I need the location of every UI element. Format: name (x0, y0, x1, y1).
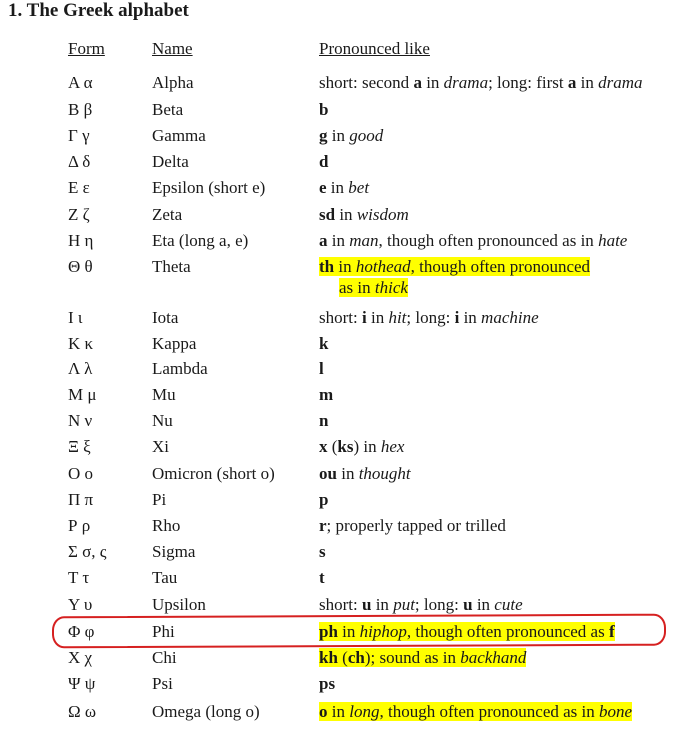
letter-form: Ι ι (68, 308, 83, 327)
letter-pronunciation: r; properly tapped or trilled (319, 516, 506, 535)
letter-pronunciation: m (319, 385, 334, 404)
letter-name: Rho (152, 516, 181, 535)
letter-form: Ε ε (68, 178, 90, 197)
letter-form: Γ γ (68, 126, 90, 145)
letter-name: Iota (152, 308, 179, 327)
letter-pronunciation: short: i in hit; long: i in machine (319, 308, 539, 327)
letter-name: Alpha (152, 73, 194, 92)
letter-name: Zeta (152, 205, 183, 224)
letter-name: Beta (152, 100, 184, 119)
letter-form: Δ δ (68, 152, 91, 171)
letter-pronunciation: g in good (319, 126, 384, 145)
letter-name: Lambda (152, 359, 208, 378)
letter-form: Β β (68, 100, 93, 119)
letter-pronunciation: th in hothead, though often pronounced as in thick (319, 257, 591, 297)
letter-form: Ζ ζ (68, 205, 90, 224)
letter-form: Α α (68, 73, 93, 92)
letter-pronunciation: ps (319, 674, 336, 693)
letter-pronunciation: p (319, 490, 329, 509)
letter-form: Ξ ξ (68, 437, 91, 456)
letter-pronunciation: t (319, 568, 325, 587)
letter-form: Ρ ρ (68, 516, 91, 535)
letter-form: Ν ν (68, 411, 93, 430)
letter-pronunciation: a in man, though often pronounced as in hate (319, 231, 628, 250)
letter-pronunciation: e in bet (319, 178, 370, 197)
letter-name: Epsilon (short e) (152, 178, 266, 197)
letter-name: Kappa (152, 334, 197, 353)
letter-pronunciation: l (319, 359, 324, 378)
letter-name: Eta (long a, e) (152, 231, 249, 250)
letter-pronunciation: ou in thought (319, 464, 411, 483)
letter-name: Sigma (152, 542, 196, 561)
letter-name: Gamma (152, 126, 206, 145)
letter-pronunciation: sd in wisdom (319, 205, 409, 224)
letter-pronunciation: s (319, 542, 326, 561)
letter-pronunciation: short: second a in drama; long: first a in drama (319, 73, 643, 92)
letter-form: Θ θ (68, 257, 93, 276)
letter-pronunciation: kh (ch); sound as in backhand (319, 648, 527, 667)
letter-pronunciation: n (319, 411, 329, 430)
letter-form: Ψ ψ (68, 674, 96, 693)
letter-form: Π π (68, 490, 94, 509)
letter-form: Λ λ (68, 359, 93, 378)
letter-name: Phi (152, 622, 175, 641)
letter-name: Chi (152, 648, 177, 667)
letter-pronunciation: short: u in put; long: u in cute (319, 595, 523, 614)
letter-pronunciation: o in long, though often pronounced as in bone (319, 702, 633, 721)
letter-name: Tau (152, 568, 178, 587)
letter-name: Delta (152, 152, 189, 171)
letter-name: Upsilon (152, 595, 206, 614)
letter-form: Η η (68, 231, 94, 250)
red-circle-annotation (52, 614, 666, 649)
letter-name: Psi (152, 674, 173, 693)
letter-form: Χ χ (68, 648, 93, 667)
letter-name: Pi (152, 490, 167, 509)
letter-name: Nu (152, 411, 173, 430)
letter-form: Σ σ, ς (68, 542, 107, 561)
letter-pronunciation: k (319, 334, 329, 353)
letter-pronunciation: ph in hiphop, though often pronounced as f (319, 622, 615, 641)
column-header-form: Form (68, 39, 105, 58)
letter-form: Ω ω (68, 702, 97, 721)
letter-name: Omicron (short o) (152, 464, 275, 483)
letter-name: Theta (152, 257, 191, 276)
letter-form: Υ υ (68, 595, 93, 614)
column-header-pronounced: Pronounced like (319, 39, 430, 58)
letter-form: Φ φ (68, 622, 95, 641)
section-title: 1. The Greek alphabet (8, 0, 189, 21)
letter-form: Μ μ (68, 385, 97, 404)
letter-pronunciation: d (319, 152, 329, 171)
letter-pronunciation: x (ks) in hex (319, 437, 405, 456)
letter-name: Xi (152, 437, 169, 456)
letter-name: Mu (152, 385, 176, 404)
letter-form: Κ κ (68, 334, 94, 353)
letter-name: Omega (long o) (152, 702, 260, 721)
letter-form: Τ τ (68, 568, 90, 587)
column-header-name: Name (152, 39, 193, 58)
letter-form: Ο ο (68, 464, 94, 483)
letter-pronunciation: b (319, 100, 329, 119)
